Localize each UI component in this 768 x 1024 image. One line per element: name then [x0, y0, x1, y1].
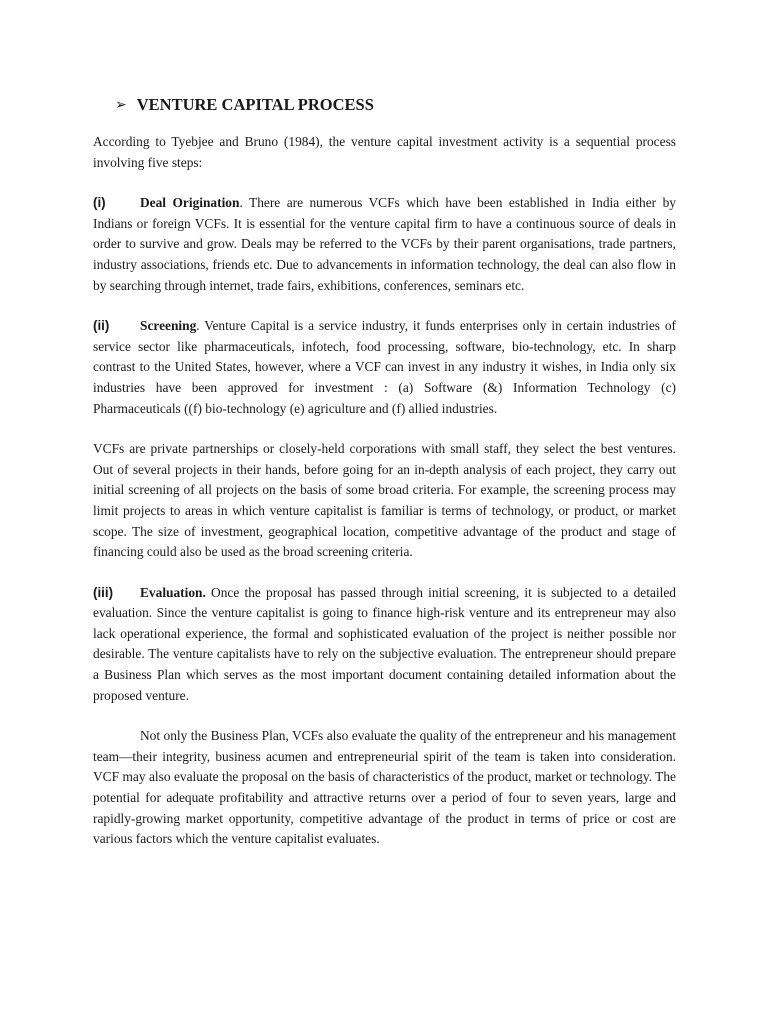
vcf-paragraph: VCFs are private partnerships or closely-held corporations with small staff, they select the best ventures. Out of several projects in their hands, before going for an in-depth analysis of each project, they carry out initial screening of all projects on the basis of some broad criteria. For example, the screening process may limit projects to areas in which venture capitalist is familiar is terms of technology, or product, or market scope. The size of investment, geographical location, competitive advantage of the product and stage of financing could also be used as the broad screening criteria.: [93, 441, 676, 560]
business-plan-paragraph: Not only the Business Plan, VCFs also evaluate the quality of the entrepreneur and his management team—their integrity, business acumen and entrepreneurial spirit of the team is taken into consideration. VCF may also evaluate the proposal on the basis of characteristics of the product, market or technology. The potential for adequate profitability and attractive returns over a period of four to seven years, large and rapidly-growing market opportunity, competitive advantage of the product in terms of price or cost are various factors which the venture capitalist evaluates.: [93, 728, 676, 847]
step-body: . There are numerous VCFs which have been established in India either by Indians or foreign VCFs. It is essential for the venture capital firm to have a continuous source of deals in order to survive and grow. Deals may be referred to the VCFs by their parent organisations, trade partners, industry associations, friends etc. Due to advancements in information technology, the deal can also flow in by searching through internet, trade fairs, exhibitions, conferences, seminars etc.: [93, 195, 676, 293]
step-body: Once the proposal has passed through initial screening, it is subjected to a detailed evaluation. Since the venture capitalist is going to finance high-risk venture and its entrepreneur may also lack operational experience, the formal and sophisticated evaluation of the project is neither possible nor desirable. The venture capitalists have to rely on the subjective evaluation. The entrepreneur should prepare a Business Plan which serves as the most important document containing detailed information about the proposed venture.: [93, 584, 676, 703]
arrow-bullet-icon: ➢: [115, 97, 127, 113]
document-page: [93, 92, 676, 850]
step-title: Evaluation.: [140, 584, 206, 600]
step-number: (ii): [93, 318, 110, 334]
step-screening: [93, 316, 676, 419]
step-body: . Venture Capital is a service industry, it funds enterprises only in certain industries of service sector like pharmaceuticals, infotech, food processing, software, bio-technology, etc. In sharp contrast to the United States, however, where a VCF can invest in any industry it wishes, in India only six industries have been approved for investment : (a) Software (&) Information Technology (c) Pharmaceuticals ((f) bio-technology (e) agriculture and (f) allied industries.: [93, 318, 676, 416]
section-heading: [115, 92, 676, 118]
intro-paragraph: According to Tyebjee and Bruno (1984), the venture capital investment activity is a sequential process involving five steps:: [93, 134, 676, 170]
step-title: Deal Origination: [140, 195, 240, 211]
step-deal-origination: [93, 193, 676, 296]
step-number: (i): [93, 195, 106, 211]
step-evaluation: [93, 583, 676, 707]
step-number: (iii): [93, 584, 114, 600]
step-title: Screening: [140, 318, 197, 334]
heading-text: VENTURE CAPITAL PROCESS: [136, 95, 374, 114]
